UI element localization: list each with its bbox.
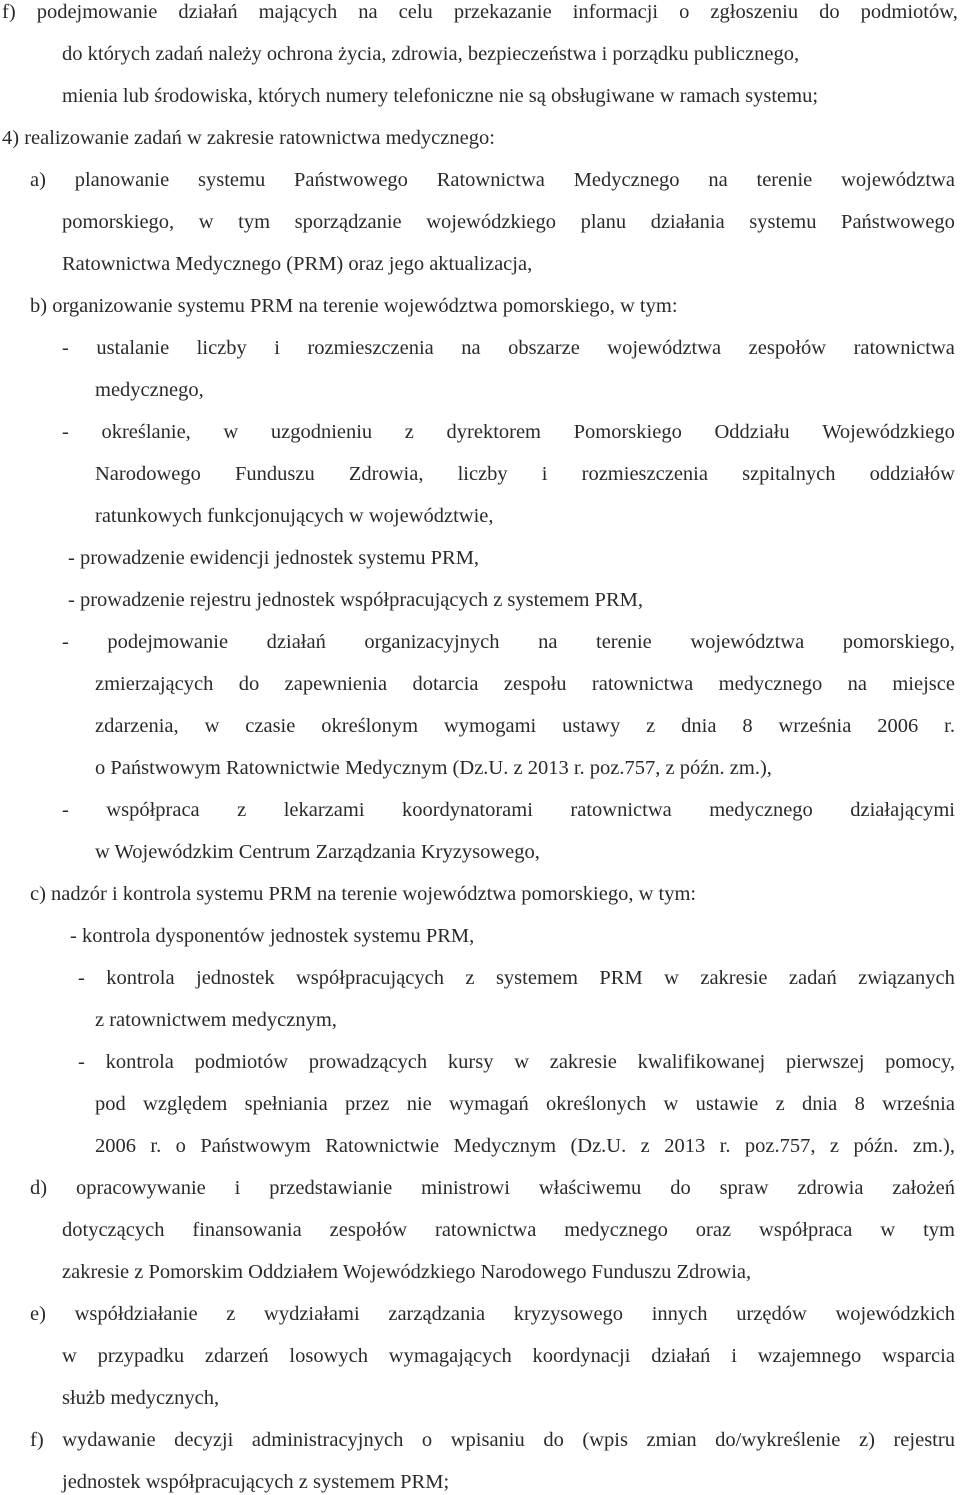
word: Medycznego xyxy=(573,169,680,191)
word: określanie, xyxy=(101,421,191,443)
word: systemem xyxy=(495,967,578,989)
text-line-25: z ratownictwem medycznym, xyxy=(95,1009,337,1031)
word: 2006 xyxy=(877,715,919,737)
word: koordynacji xyxy=(532,1345,631,1367)
word: współpracujących xyxy=(296,967,444,989)
word: obszarze xyxy=(508,337,580,359)
word: Narodowego xyxy=(95,463,201,485)
word: pomorskiego, xyxy=(842,631,955,653)
word: - xyxy=(78,1051,85,1073)
word: przez xyxy=(345,1093,390,1115)
word: spełniania xyxy=(244,1093,328,1115)
word: wymagających xyxy=(388,1345,512,1367)
word: działań xyxy=(266,631,326,653)
word: września xyxy=(778,715,852,737)
word: do xyxy=(238,673,260,695)
text-line-8: b) organizowanie systemu PRM na terenie województwa pomorskiego, w tym: xyxy=(30,295,678,317)
text-line-6 xyxy=(62,210,955,234)
word: wpisaniu xyxy=(450,1429,525,1451)
word: tym xyxy=(238,211,271,233)
word: o xyxy=(421,1429,433,1451)
word: ministrowi xyxy=(421,1177,510,1199)
word: organizacyjnych xyxy=(364,631,500,653)
word: jednostek xyxy=(196,967,275,989)
word: ustawy xyxy=(562,715,621,737)
word: o xyxy=(679,1,690,23)
word: ratownictwa xyxy=(853,337,955,359)
word: wojewódzkiego xyxy=(426,211,556,233)
word: kursy xyxy=(447,1051,494,1073)
word: tym xyxy=(923,1219,955,1241)
word: na xyxy=(358,1,378,23)
word: zdarzenia, xyxy=(95,715,179,737)
word: informacji xyxy=(572,1,659,23)
word: zgłoszeniu xyxy=(710,1,799,23)
word: na xyxy=(461,337,481,359)
word: a) xyxy=(30,169,46,191)
word: z xyxy=(465,967,475,989)
word: zmierzających xyxy=(95,673,214,695)
text-line-5 xyxy=(30,168,955,192)
text-line-22: c) nadzór i kontrola systemu PRM na terenie województwa pomorskiego, w tym: xyxy=(30,883,697,905)
text-line-3: mienia lub środowiska, których numery telefoniczne nie są obsługiwane w ramach systemu; xyxy=(62,85,819,107)
word: późn. xyxy=(853,1135,899,1157)
word: z xyxy=(237,799,247,821)
word: zespołu xyxy=(503,673,567,695)
word: nie xyxy=(406,1093,432,1115)
text-line-17 xyxy=(95,672,955,696)
text-line-2: do których zadań należy ochrona życia, zdrowia, bezpieczeństwa i porządku publicznego, xyxy=(62,43,800,65)
word: o xyxy=(175,1135,186,1157)
word: kwalifikowanej xyxy=(637,1051,766,1073)
word: Oddziału xyxy=(714,421,790,443)
word: planu xyxy=(580,211,627,233)
word: założeń xyxy=(892,1177,955,1199)
word: prowadzących xyxy=(308,1051,428,1073)
word: szpitalnych xyxy=(742,463,836,485)
word: do/wykreślenie xyxy=(715,1429,841,1451)
word: liczby xyxy=(457,463,508,485)
word: Wojewódzkiego xyxy=(822,421,955,443)
word: r. xyxy=(150,1135,162,1157)
word: f) xyxy=(30,1429,44,1451)
word: przekazanie xyxy=(453,1,552,23)
word: medycznego xyxy=(718,673,823,695)
word: Pomorskiego xyxy=(573,421,682,443)
word: 8 xyxy=(742,715,753,737)
text-line-10: medycznego, xyxy=(95,379,204,401)
word: koordynatorami xyxy=(401,799,533,821)
word: opracowywanie xyxy=(75,1177,206,1199)
word: w xyxy=(204,715,220,737)
word: dnia xyxy=(801,1093,838,1115)
word: lekarzami xyxy=(283,799,365,821)
word: ratownictwa xyxy=(435,1219,537,1241)
word: wymagań xyxy=(449,1093,529,1115)
word: uzgodnieniu xyxy=(270,421,373,443)
word: i xyxy=(234,1177,241,1199)
word: urzędów xyxy=(736,1303,807,1325)
word: określonych xyxy=(546,1093,647,1115)
text-line-33 xyxy=(62,1344,955,1368)
word: na xyxy=(847,673,867,695)
text-line-18 xyxy=(95,714,955,738)
word: systemu xyxy=(198,169,266,191)
text-line-24 xyxy=(78,966,955,990)
word: wojewódzkich xyxy=(835,1303,955,1325)
word: celu xyxy=(398,1,433,23)
word: w xyxy=(62,1345,77,1367)
word: dotyczących xyxy=(62,1219,165,1241)
word: września xyxy=(882,1093,955,1115)
word: planowanie xyxy=(74,169,170,191)
text-line-9 xyxy=(62,336,955,360)
word: rozmieszczenia xyxy=(581,463,708,485)
word: zapewnienia xyxy=(284,673,388,695)
word: rejestru xyxy=(893,1429,955,1451)
word: kontrola xyxy=(106,967,175,989)
word: pod xyxy=(95,1093,126,1115)
word: (wpis xyxy=(582,1429,628,1451)
text-line-13: ratunkowych funkcjonujących w województwie, xyxy=(95,505,494,527)
word: decyzji xyxy=(174,1429,234,1451)
word: w xyxy=(664,967,679,989)
word: województwa xyxy=(690,631,805,653)
word: pierwszej xyxy=(785,1051,865,1073)
text-line-36: jednostek współpracujących z systemem PRM; xyxy=(62,1471,450,1493)
word: do xyxy=(819,1,840,23)
word: r. xyxy=(719,1135,731,1157)
word: Państwowego xyxy=(841,211,955,233)
word: Zdrowia, xyxy=(348,463,424,485)
word: współpraca xyxy=(759,1219,853,1241)
word: zdarzeń xyxy=(204,1345,269,1367)
word: miejsce xyxy=(892,673,955,695)
word: (Dz.U. xyxy=(570,1135,627,1157)
word: i xyxy=(274,337,280,359)
word: pomocy, xyxy=(885,1051,955,1073)
word: Ratownictwa xyxy=(436,169,545,191)
word: właściwemu xyxy=(538,1177,642,1199)
word: Ratownictwie xyxy=(325,1135,440,1157)
word: - xyxy=(78,967,85,989)
text-line-15: - prowadzenie rejestru jednostek współpracujących z systemem PRM, xyxy=(68,589,643,611)
word: medycznego xyxy=(564,1219,668,1241)
word: kryzysowego xyxy=(513,1303,624,1325)
word: w xyxy=(198,211,214,233)
word: wzajemnego xyxy=(757,1345,862,1367)
word: ustawie xyxy=(695,1093,759,1115)
word: przypadku xyxy=(97,1345,185,1367)
word: województwa xyxy=(841,169,955,191)
word: liczby xyxy=(196,337,247,359)
word: województwa xyxy=(607,337,722,359)
word: terenie xyxy=(756,169,813,191)
text-line-4: 4) realizowanie zadań w zakresie ratownictwa medycznego: xyxy=(2,127,495,149)
word: 2013 xyxy=(664,1135,706,1157)
word: działań xyxy=(651,1345,711,1367)
word: dotarcia xyxy=(412,673,479,695)
text-line-30 xyxy=(62,1218,955,1242)
word: - xyxy=(62,421,69,443)
text-line-27 xyxy=(95,1092,955,1116)
word: wydziałami xyxy=(264,1303,360,1325)
word: zakresie xyxy=(700,967,768,989)
text-line-12 xyxy=(95,462,955,486)
word: ratownictwa xyxy=(591,673,694,695)
word: działającymi xyxy=(850,799,955,821)
word: poz.757, xyxy=(744,1135,816,1157)
word: czasie xyxy=(245,715,296,737)
word: z xyxy=(829,1135,840,1157)
word: z xyxy=(404,421,414,443)
word: systemu xyxy=(749,211,817,233)
word: zakresie xyxy=(549,1051,617,1073)
text-line-34: służb medycznych, xyxy=(62,1387,220,1409)
word: zarządzania xyxy=(388,1303,486,1325)
word: spraw xyxy=(719,1177,769,1199)
word: 8 xyxy=(854,1093,865,1115)
word: losowych xyxy=(289,1345,368,1367)
word: z) xyxy=(858,1429,875,1451)
text-line-11 xyxy=(62,420,955,444)
word: zespołów xyxy=(329,1219,408,1241)
word: zadań xyxy=(788,967,837,989)
word: oraz xyxy=(695,1219,732,1241)
word: Funduszu xyxy=(235,463,315,485)
word: i xyxy=(731,1345,737,1367)
word: medycznego xyxy=(709,799,813,821)
word: podmiotów, xyxy=(860,1,958,23)
word: w xyxy=(880,1219,896,1241)
word: oddziałów xyxy=(869,463,955,485)
text-line-19: o Państwowym Ratownictwie Medycznym (Dz.U. z 2013 r. poz.757, z późn. zm.), xyxy=(95,757,772,779)
word: względem xyxy=(143,1093,228,1115)
word: dyrektorem xyxy=(446,421,542,443)
text-line-31: zakresie z Pomorskim Oddziałem Wojewódzkiego Narodowego Funduszu Zdrowia, xyxy=(62,1261,752,1283)
word: innych xyxy=(651,1303,708,1325)
word: kontrola xyxy=(105,1051,174,1073)
word: podmiotów xyxy=(194,1051,289,1073)
word: podejmowanie xyxy=(107,631,229,653)
word: z xyxy=(775,1093,785,1115)
word: w xyxy=(514,1051,529,1073)
word: terenie xyxy=(596,631,652,653)
word: wydawanie xyxy=(62,1429,156,1451)
word: dnia xyxy=(681,715,717,737)
word: w xyxy=(223,421,239,443)
text-line-21: w Wojewódzkim Centrum Zarządzania Kryzysowego, xyxy=(95,841,540,863)
text-line-32 xyxy=(30,1302,955,1326)
text-line-23: - kontrola dysponentów jednostek systemu PRM, xyxy=(70,925,475,947)
word: do xyxy=(670,1177,691,1199)
word: z xyxy=(646,715,656,737)
word: działania xyxy=(650,211,725,233)
word: wsparcia xyxy=(882,1345,955,1367)
word: rozmieszczenia xyxy=(307,337,434,359)
word: ratownictwa xyxy=(570,799,672,821)
word: - xyxy=(62,631,69,653)
text-line-35 xyxy=(30,1428,955,1452)
word: na xyxy=(538,631,558,653)
text-line-7: Ratownictwa Medycznego (PRM) oraz jego aktualizacja, xyxy=(62,253,533,275)
word: do xyxy=(543,1429,564,1451)
word: zespołów xyxy=(748,337,827,359)
word: 2006 xyxy=(95,1135,136,1157)
word: f) xyxy=(2,1,16,23)
word: PRM xyxy=(599,967,643,989)
word: i xyxy=(541,463,548,485)
word: - xyxy=(62,799,69,821)
word: z xyxy=(226,1303,236,1325)
word: w xyxy=(663,1093,679,1115)
text-line-29 xyxy=(30,1176,955,1200)
word: mających xyxy=(258,1,338,23)
text-line-16 xyxy=(62,630,955,654)
word: działań xyxy=(178,1,238,23)
word: Medycznym xyxy=(453,1135,557,1157)
word: zdrowia xyxy=(797,1177,864,1199)
word: ustalanie xyxy=(96,337,170,359)
word: określonym xyxy=(321,715,419,737)
word: r. xyxy=(944,715,955,737)
word: finansowania xyxy=(192,1219,302,1241)
word: - xyxy=(62,337,69,359)
word: na xyxy=(708,169,728,191)
word: sporządzanie xyxy=(294,211,402,233)
text-line-14: - prowadzenie ewidencji jednostek systemu PRM, xyxy=(68,547,480,569)
text-line-28 xyxy=(95,1134,955,1158)
word: d) xyxy=(30,1177,48,1199)
word: Państwowego xyxy=(294,169,408,191)
word: przedstawianie xyxy=(269,1177,393,1199)
text-line-26 xyxy=(78,1050,955,1074)
word: zm.), xyxy=(912,1135,955,1157)
word: współdziałanie xyxy=(74,1303,198,1325)
word: Państwowym xyxy=(200,1135,311,1157)
word: współpraca xyxy=(106,799,200,821)
word: zmian xyxy=(646,1429,697,1451)
text-line-20 xyxy=(62,798,955,822)
word: związanych xyxy=(858,967,955,989)
word: e) xyxy=(30,1303,46,1325)
word: pomorskiego, xyxy=(62,211,175,233)
word: administracyjnych xyxy=(251,1429,404,1451)
text-line-1 xyxy=(2,0,958,24)
word: podejmowanie xyxy=(36,1,158,23)
word: wymogami xyxy=(443,715,537,737)
word: z xyxy=(640,1135,650,1157)
